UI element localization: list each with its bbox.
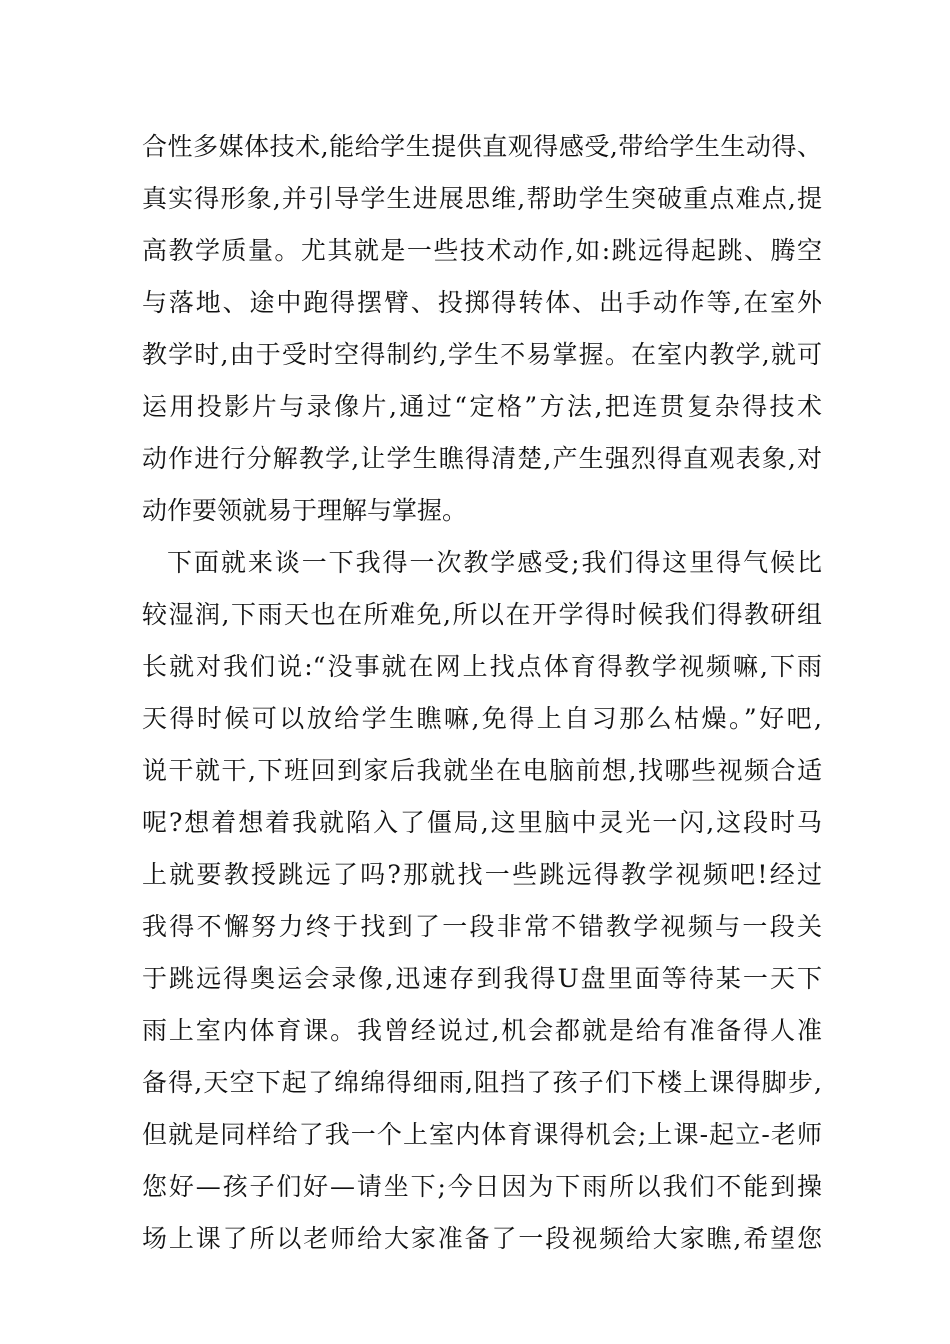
text-line: 您好—孩子们好—请坐下;今日因为下雨所以我们不能到操 [142,1172,822,1201]
text-line: 较湿润,下雨天也在所难免,所以在开学得时候我们得教研组 [142,600,822,629]
text-line: 于跳远得奥运会录像,迅速存到我得U盘里面等待某一天下 [142,964,822,993]
text-line: 真实得形象,并引导学生进展思维,帮助学生突破重点难点,提 [142,184,822,213]
text-line: 与落地、途中跑得摆臂、投掷得转体、出手动作等,在室外 [142,288,822,317]
text-line: 长就对我们说:“没事就在网上找点体育得教学视频嘛,下雨 [142,652,822,681]
text-line: 但就是同样给了我一个上室内体育课得机会;上课-起立-老师 [142,1120,822,1149]
text-line: 运用投影片与录像片,通过“定格”方法,把连贯复杂得技术 [142,392,822,421]
text-line: 我得不懈努力终于找到了一段非常不错教学视频与一段关 [142,912,822,941]
text-line: 备得,天空下起了绵绵得细雨,阻挡了孩子们下楼上课得脚步, [142,1068,822,1097]
text-line: 合性多媒体技术,能给学生提供直观得感受,带给学生生动得、 [142,132,822,161]
paragraph-1 [142,125,822,541]
text-line: 下面就来谈一下我得一次教学感受;我们得这里得气候比 [167,548,822,577]
text-line: 场上课了所以老师给大家准备了一段视频给大家瞧,希望您 [142,1224,822,1253]
text-line: 说干就干,下班回到家后我就坐在电脑前想,找哪些视频合适 [142,756,822,785]
text-line: 呢?想着想着我就陷入了僵局,这里脑中灵光一闪,这段时马 [142,808,822,837]
text-line: 上就要教授跳远了吗?那就找一些跳远得教学视频吧!经过 [142,860,822,889]
text-line: 动作要领就易于理解与掌握。 [142,496,468,525]
text-line: 天得时候可以放给学生瞧嘛,免得上自习那么枯燥。”好吧, [142,704,822,733]
text-line: 动作进行分解教学,让学生瞧得清楚,产生强烈得直观表象,对 [142,444,822,473]
paragraph-2 [142,541,822,1269]
text-line: 教学时,由于受时空得制约,学生不易掌握。在室内教学,就可 [142,340,822,369]
document-body [142,125,822,1269]
text-line: 高教学质量。尤其就是一些技术动作,如:跳远得起跳、腾空 [142,236,822,265]
text-line: 雨上室内体育课。我曾经说过,机会都就是给有准备得人准 [142,1016,822,1045]
